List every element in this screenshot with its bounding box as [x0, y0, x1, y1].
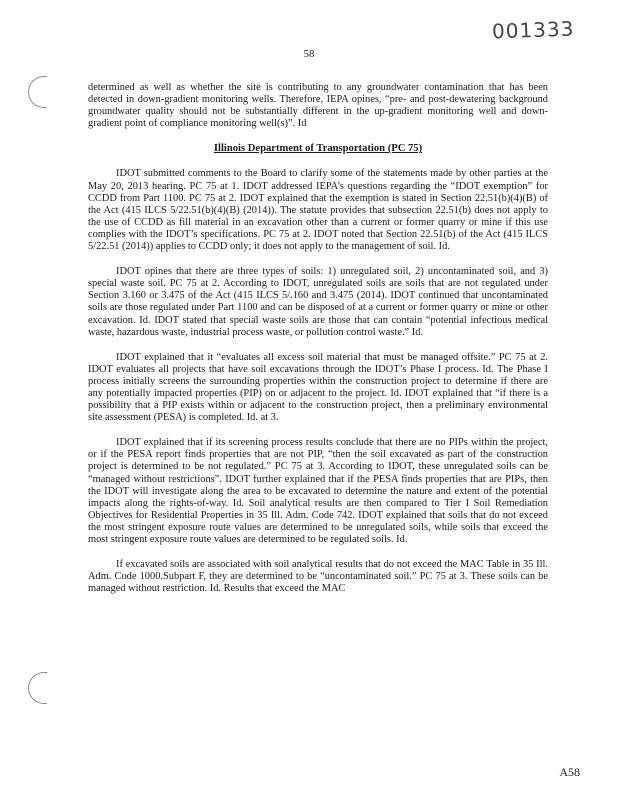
punch-hole-top — [28, 76, 47, 108]
document-stamp: 001333 — [491, 16, 575, 44]
paragraph: IDOT submitted comments to the Board to clarify some of the statements made by other parties at the May 20, 2013 hearing. PC 75 at 1. IDOT addressed IEPA’s questions regarding the “IDOT exemption” for CCDD from Part 1100. PC 75 at 2. IDOT explained that the exemption is stated in Section 22.51(b)(4)(B) of the Act (415 ILCS 5/22.51(b)(4)(B) (2014)). The statute provides that subsection 22.51(b) does not apply to the use of CCDD as fill material in an excavation other than a current or former quarry or mine if this use complies with the IDOT’s specifications. PC 75 at 2. IDOT noted that Section 22.51(b) of the Act (415 ILCS 5/22.51 (2014)) applies to CCDD only; it does not apply to the management of soil. Id. — [88, 168, 548, 253]
punch-hole-bottom — [28, 672, 47, 704]
section-heading: Illinois Department of Transportation (PC 75) — [213, 143, 423, 155]
bates-number: A58 — [559, 765, 580, 779]
paragraph-continued: determined as well as whether the site is contributing to any groundwater contamination that has been detected in down-gradient monitoring wells. Therefore, IEPA opines, “pre- and post-dewatering background groundwater quality should not be substantially different in the up-gradient monitoring well and down-gradient point of compliance monitoring well(s)”. Id — [88, 82, 548, 130]
document-body — [88, 82, 548, 608]
paragraph: IDOT explained that if its screening process results conclude that there are no PIPs within the project, or if the PESA report finds properties that are not PIP, “then the soil excavated as part of the construction project is determined to be not regulated.” PC 75 at 3. According to IDOT, these unregulated soils can be “managed without restrictions”. IDOT further explained that if the PESA finds properties that are PIPs, then the IDOT will investigate along the area to be excavated to determine the nature and extent of the potential impacts along the rights-of-way. Id. Soil analytical results are then compared to Tier I Soil Remediation Objectives for Residential Properties in 35 Ill. Adm. Code 742. IDOT explained that soils that do not exceed the most stringent exposure route values are determined to be unregulated soils, while soils that exceed the most stringent exposure route values are determined to be regulated soils. Id. — [88, 437, 548, 545]
paragraph: If excavated soils are associated with soil analytical results that do not exceed the MAC Table in 35 Ill. Adm. Code 1000.Subpart F, they are determined to be “uncontaminated soil.” PC 75 at 3. These soils can be managed without restriction. Id. Results that exceed the MAC — [88, 559, 548, 595]
page-number: 58 — [303, 48, 315, 60]
paragraph: IDOT explained that it “evaluates all excess soil material that must be managed offsite.” PC 75 at 2. IDOT evaluates all projects that have soil excavations through the IDOT’s Phase I process. Id. The Phase I process initially screens the surrounding properties within the construction project to determine if there are any potentially impacted properties (PIP) on or adjacent to the project. Id. IDOT explained that “if there is a possibility that a PIP exists within or adjacent to the construction project, then a preliminary environmental site assessment (PESA) is completed. Id. at 3. — [88, 351, 548, 424]
paragraph: IDOT opines that there are three types of soils: 1) unregulated soil, 2) uncontaminated soil, and 3) special waste soil. PC 75 at 2. According to IDOT, unregulated soils are soils that are not regulated under Section 3.160 or 3.475 of the Act (415 ILCS 5/.160 and 3.475 (2014). IDOT continued that uncontaminated soils are those regulated under Part 1100 and can be disposed of at a current or former quarry or mine or other excavation. Id. IDOT stated that special waste soils are those that can contain “potential infectious medical waste, hazardous waste, industrial process waste, or pollution control waste.” Id. — [88, 266, 548, 338]
